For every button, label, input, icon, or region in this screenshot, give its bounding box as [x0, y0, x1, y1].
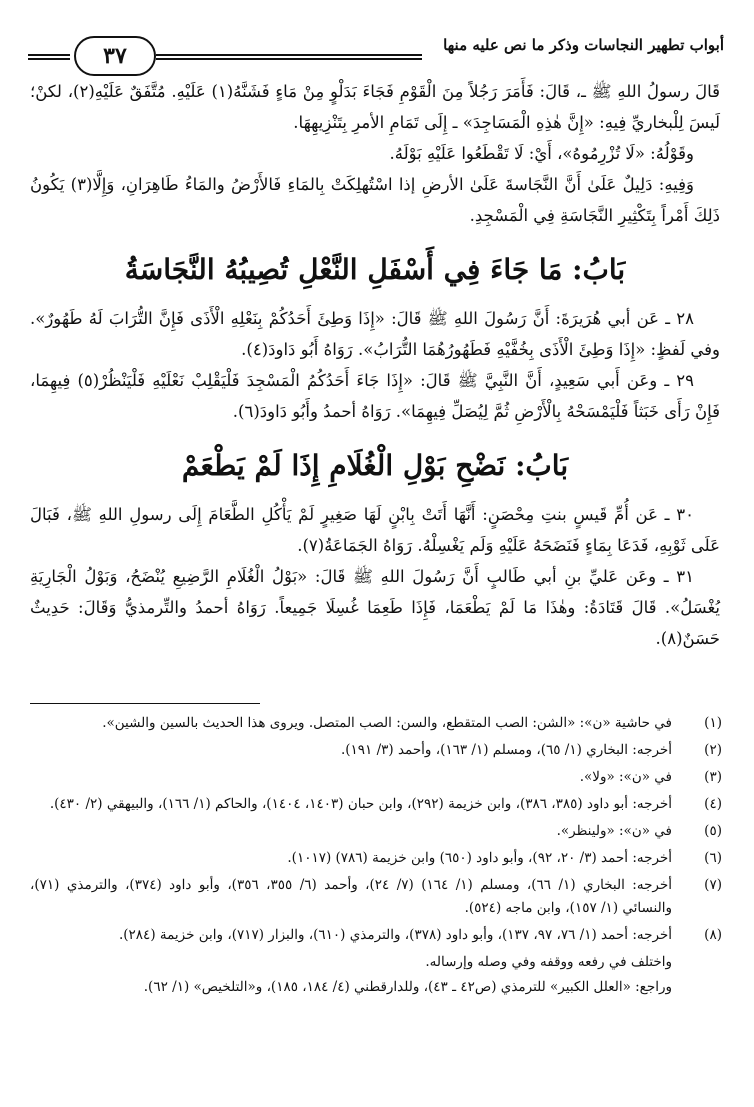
footnote-item — [30, 820, 722, 843]
hadith-31: ٣١ ـ وعَن عَليِّ بنِ أبي طَالبٍ أَنَّ رَسُولَ اللهِ ﷺ قَالَ: «بَوْلُ الْغُلَامِ الرَّضِيعِ يُنْضَحُ، وَبَوْلُ الْجَارِيَةِ يُغْسَلُ». قَالَ قَتَادَةُ: وهٰذَا مَا لَمْ يَطْعَمَا، فَإِذَا طَعِمَا غُسِلَا جَمِيعاً. رَوَاهُ أحمدُ والتِّرمذيُّ وَقَالَ: حَدِيثٌ حَسَنٌ(٨). — [30, 567, 720, 648]
footnote-text: في حاشية «ن»: «الشن: الصب المتقطع، والسن: الصب المتصل. ويروى هذا الحديث بالسين والشين». — [102, 715, 672, 731]
paragraph-3: وَفِيهِ: دَلِيلٌ عَلَىٰ أَنَّ النَّجَاسةَ عَلَىٰ الأرضِ إذا اسْتُهلِكَتْ بِالمَاءِ فَالأَرْضُ والمَاءُ طَاهِرَانِ، وَإِلَّا(٣) يَكُونُ ذَلِكَ أَمْراً بِتَكْثِيرِ النَّجَاسَةِ فِي الْمَسْجِدِ. — [30, 175, 720, 225]
paragraph-1: قَالَ رسولُ اللهِ ﷺ ـ، قَالَ: فَأَمَرَ رَجُلاً مِنَ الْقَوْمِ فَجَاءَ بَدَلْوٍ مِنْ مَاءٍ فَشَنَّهُ(١) عَلَيْهِ. مُتَّفَقٌ عَلَيْهِ(٢)، لكنْ؛ لَيسَ لِلْبخاريِّ فِيهِ: «إِنَّ هٰذِهِ الْمَسَاجِدَ» ـ إِلَى تَمَامِ الأمرِ بِتَنْزِيهِهَا. — [30, 82, 721, 132]
hadith-28: ٢٨ ـ عَن أبي هُرَيرَةَ: أَنَّ رَسُولَ اللهِ ﷺ قَالَ: «إِذَا وَطِئَ أَحَدُكُمْ بِنَعْلِهِ الْأَذَى فَإِنَّ التُّرَابَ لَهُ طَهُورٌ». وفي لَفظٍ: «إِذَا وَطِئَ الْأَذَى بِخُفَّيْهِ فَطَهُورُهُمَا التُّرَابُ». رَوَاهُ أَبُو دَاودَ(٤). — [30, 309, 720, 359]
footnotes — [30, 712, 722, 999]
footnote-number: (٣) — [704, 769, 722, 785]
footnote-number: (٧) — [704, 877, 722, 893]
footnote-item — [30, 712, 722, 735]
footnote-item — [30, 739, 722, 762]
footnote-text: أخرجه: أبو داود (٣٨٥، ٣٨٦)، وابن خزيمة (٢٩٢)، وابن حبان (١٤٠٣، ١٤٠٤)، والحاكم (١/ ١٦٦)، والبيهقي (٢/ ٤٣٠). — [49, 796, 672, 812]
footnote-number: (٤) — [704, 796, 722, 812]
footnote-item — [30, 924, 722, 947]
footnote-number: (٦) — [704, 850, 722, 866]
hadith-30: ٣٠ ـ عَن أُمِّ قَيسٍ بنتِ مِحْصَنٍ: أَنَّهَا أَتَتْ بِابْنٍ لَهَا صَغِيرٍ لَمْ يَأْكُلِ الطَّعَامَ إِلَى رسولِ اللهِ ﷺ، فَبَالَ عَلَى ثَوْبِهِ، فَدَعَا بِمَاءٍ فَنَضَحَهُ عَلَيْهِ وَلَم يَغْسِلْهُ. رَوَاهُ الجَمَاعَةُ(٧). — [30, 505, 720, 555]
paragraph-2: وقَوْلُهُ: «لَا تُزْرِمُوهُ»، أَيْ: لَا تَقْطَعُوا عَلَيْهِ بَوْلَهُ. — [389, 144, 694, 163]
footnote-item — [30, 874, 722, 920]
footnote-divider — [30, 703, 260, 704]
footnote-number: (١) — [704, 715, 722, 731]
header-title: أبواب تطهير النجاسات وذكر ما نص عليه منها — [443, 36, 724, 54]
footnote-text: أخرجه: البخاري (١/ ٦٦)، ومسلم (١/ ١٦٤) (٧/ ٢٤)، وأحمد (٦/ ٣٥٥، ٣٥٦)، وأبو داود (٣٧٤)، والترمذي (٧١)، والنسائي (١/ ١٥٧)، وابن ماجه (٥٢٤). — [30, 877, 672, 916]
chapter-heading-1: بَابُ: مَا جَاءَ فِي أَسْفَلِ النَّعْلِ تُصِيبُهُ النَّجَاسَةُ — [124, 253, 626, 286]
footnote-number: (٢) — [704, 742, 722, 758]
footnote-8-note: واختلف في رفعه ووقفه وفي وصله وإرساله. — [425, 954, 672, 970]
footnote-item — [30, 793, 722, 816]
footnote-number: (٥) — [704, 823, 722, 839]
header-rule — [156, 54, 422, 60]
main-text — [30, 76, 720, 654]
chapter-heading-2: بَابُ: نَضْحِ بَوْلِ الْغُلَامِ إِذَا لَمْ يَطْعَمْ — [181, 449, 569, 482]
footnote-text: في «ن»: «ولينظر». — [556, 823, 672, 839]
footnote-8-reference: وراجع: «العلل الكبير» للترمذي (ص٤٢ ـ ٤٣)، وللدارقطني (٤/ ١٨٤، ١٨٥)، و«التلخيص» (١/ ٦٢). — [143, 979, 672, 995]
header-rule-left — [28, 54, 70, 60]
footnote-text: في «ن»: «ولا». — [579, 769, 672, 785]
footnote-item — [30, 847, 722, 870]
page-number: ٣٧ — [74, 36, 156, 76]
footnote-number: (٨) — [704, 927, 722, 943]
footnote-text: أخرجه: أحمد (٣/ ٢٠، ٩٢)، وأبو داود (٦٥٠) وابن خزيمة (٧٨٦) (١٠١٧). — [287, 850, 672, 866]
running-header — [28, 24, 724, 70]
footnote-text: أخرجه: أحمد (١/ ٧٦، ٩٧، ١٣٧)، وأبو داود (٣٧٨)، والترمذي (٦١٠)، والبزار (٧١٧)، وابن خزيمة (٢٨٤). — [118, 927, 672, 943]
hadith-29: ٢٩ ـ وعَن أَبي سَعِيدٍ، أَنَّ النَّبِيَّ ﷺ قَالَ: «إِذَا جَاءَ أَحَدُكُمُ الْمَسْجِدَ فَلْيَقْلِبْ نَعْلَيْهِ فَلْيَنْظُرْ(٥) فِيهِمَا، فَإِنْ رَأَى خَبَثاً فَلْيَمْسَحْهُ بِالْأَرْضِ ثُمَّ لِيُصَلِّ فِيهِمَا». رَوَاهُ أحمدُ وأَبُو دَاودَ(٦). — [30, 371, 720, 421]
footnote-item — [30, 766, 722, 789]
footnote-text: أخرجه: البخاري (١/ ٦٥)، ومسلم (١/ ١٦٣)، وأحمد (٣/ ١٩١). — [340, 742, 672, 758]
